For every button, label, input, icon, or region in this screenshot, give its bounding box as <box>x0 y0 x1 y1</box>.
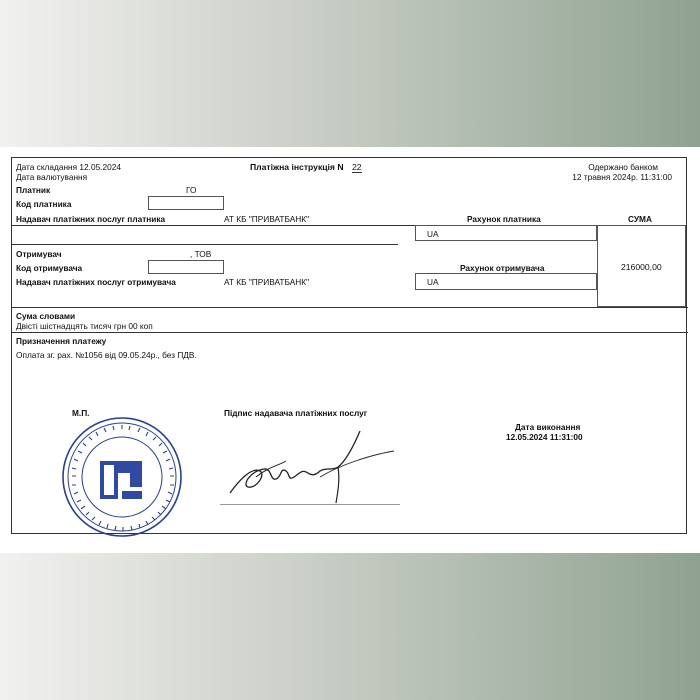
recipient-code-field <box>148 260 224 274</box>
exec-label: Дата виконання <box>515 422 581 432</box>
received-label: Одержано банком <box>588 162 658 172</box>
date-created: Дата складання 12.05.2024 <box>16 162 121 172</box>
signature-label: Підпис надавача платіжних послуг <box>224 408 368 418</box>
payer-account-label: Рахунок платника <box>467 214 541 224</box>
amount-value: 216000,00 <box>621 262 662 272</box>
payer-label: Платник <box>16 185 51 195</box>
recipient-label: Отримувач <box>16 249 62 259</box>
recipient-provider-label: Надавач платіжних послуг отримувача <box>16 277 176 287</box>
divider <box>12 244 398 245</box>
purpose-value: Оплата зг. рах. №1056 від 09.05.24р., без ПДВ. <box>16 350 197 360</box>
top-background-band <box>0 0 700 147</box>
stamp-label: М.П. <box>72 408 90 418</box>
payer-account-value: UA <box>427 229 439 239</box>
redaction <box>442 276 532 286</box>
divider <box>12 332 688 333</box>
words-label: Сума словами <box>16 311 76 321</box>
recipient-account-value: UA <box>427 277 439 287</box>
document-paper <box>0 147 700 553</box>
signature-icon <box>220 421 400 505</box>
redaction <box>442 228 502 238</box>
divider <box>12 307 688 308</box>
payer-code-field <box>148 196 224 210</box>
payment-instruction-form <box>11 157 687 534</box>
payer-provider-name: АТ КБ "ПРИВАТБАНК" <box>224 214 310 224</box>
purpose-label: Призначення платежу <box>16 336 107 346</box>
payer-provider-label: Надавач платіжних послуг платника <box>16 214 166 224</box>
recipient-provider-name: АТ КБ "ПРИВАТБАНК" <box>224 277 310 287</box>
bottom-background-band <box>0 553 700 700</box>
value-date-label: Дата валютування <box>16 172 88 182</box>
words-value: Двісті шістнадцять тисяч грн 00 коп <box>16 321 153 331</box>
recipient-account-label: Рахунок отримувача <box>460 263 545 273</box>
exec-datetime: 12.05.2024 11:31:00 <box>506 432 583 442</box>
instruction-number: 22 <box>352 162 362 172</box>
payer-code-label: Код платника <box>16 199 72 209</box>
bank-stamp-icon <box>60 415 184 539</box>
received-datetime: 12 травня 2024р. 11:31:00 <box>572 172 672 182</box>
recipient-code-label: Код отримувача <box>16 263 83 273</box>
payer-name: ГО <box>186 185 197 195</box>
instruction-title: Платіжна інструкція N <box>250 162 344 172</box>
sum-label: СУМА <box>628 214 652 224</box>
recipient-name: , ТОВ <box>190 249 212 259</box>
